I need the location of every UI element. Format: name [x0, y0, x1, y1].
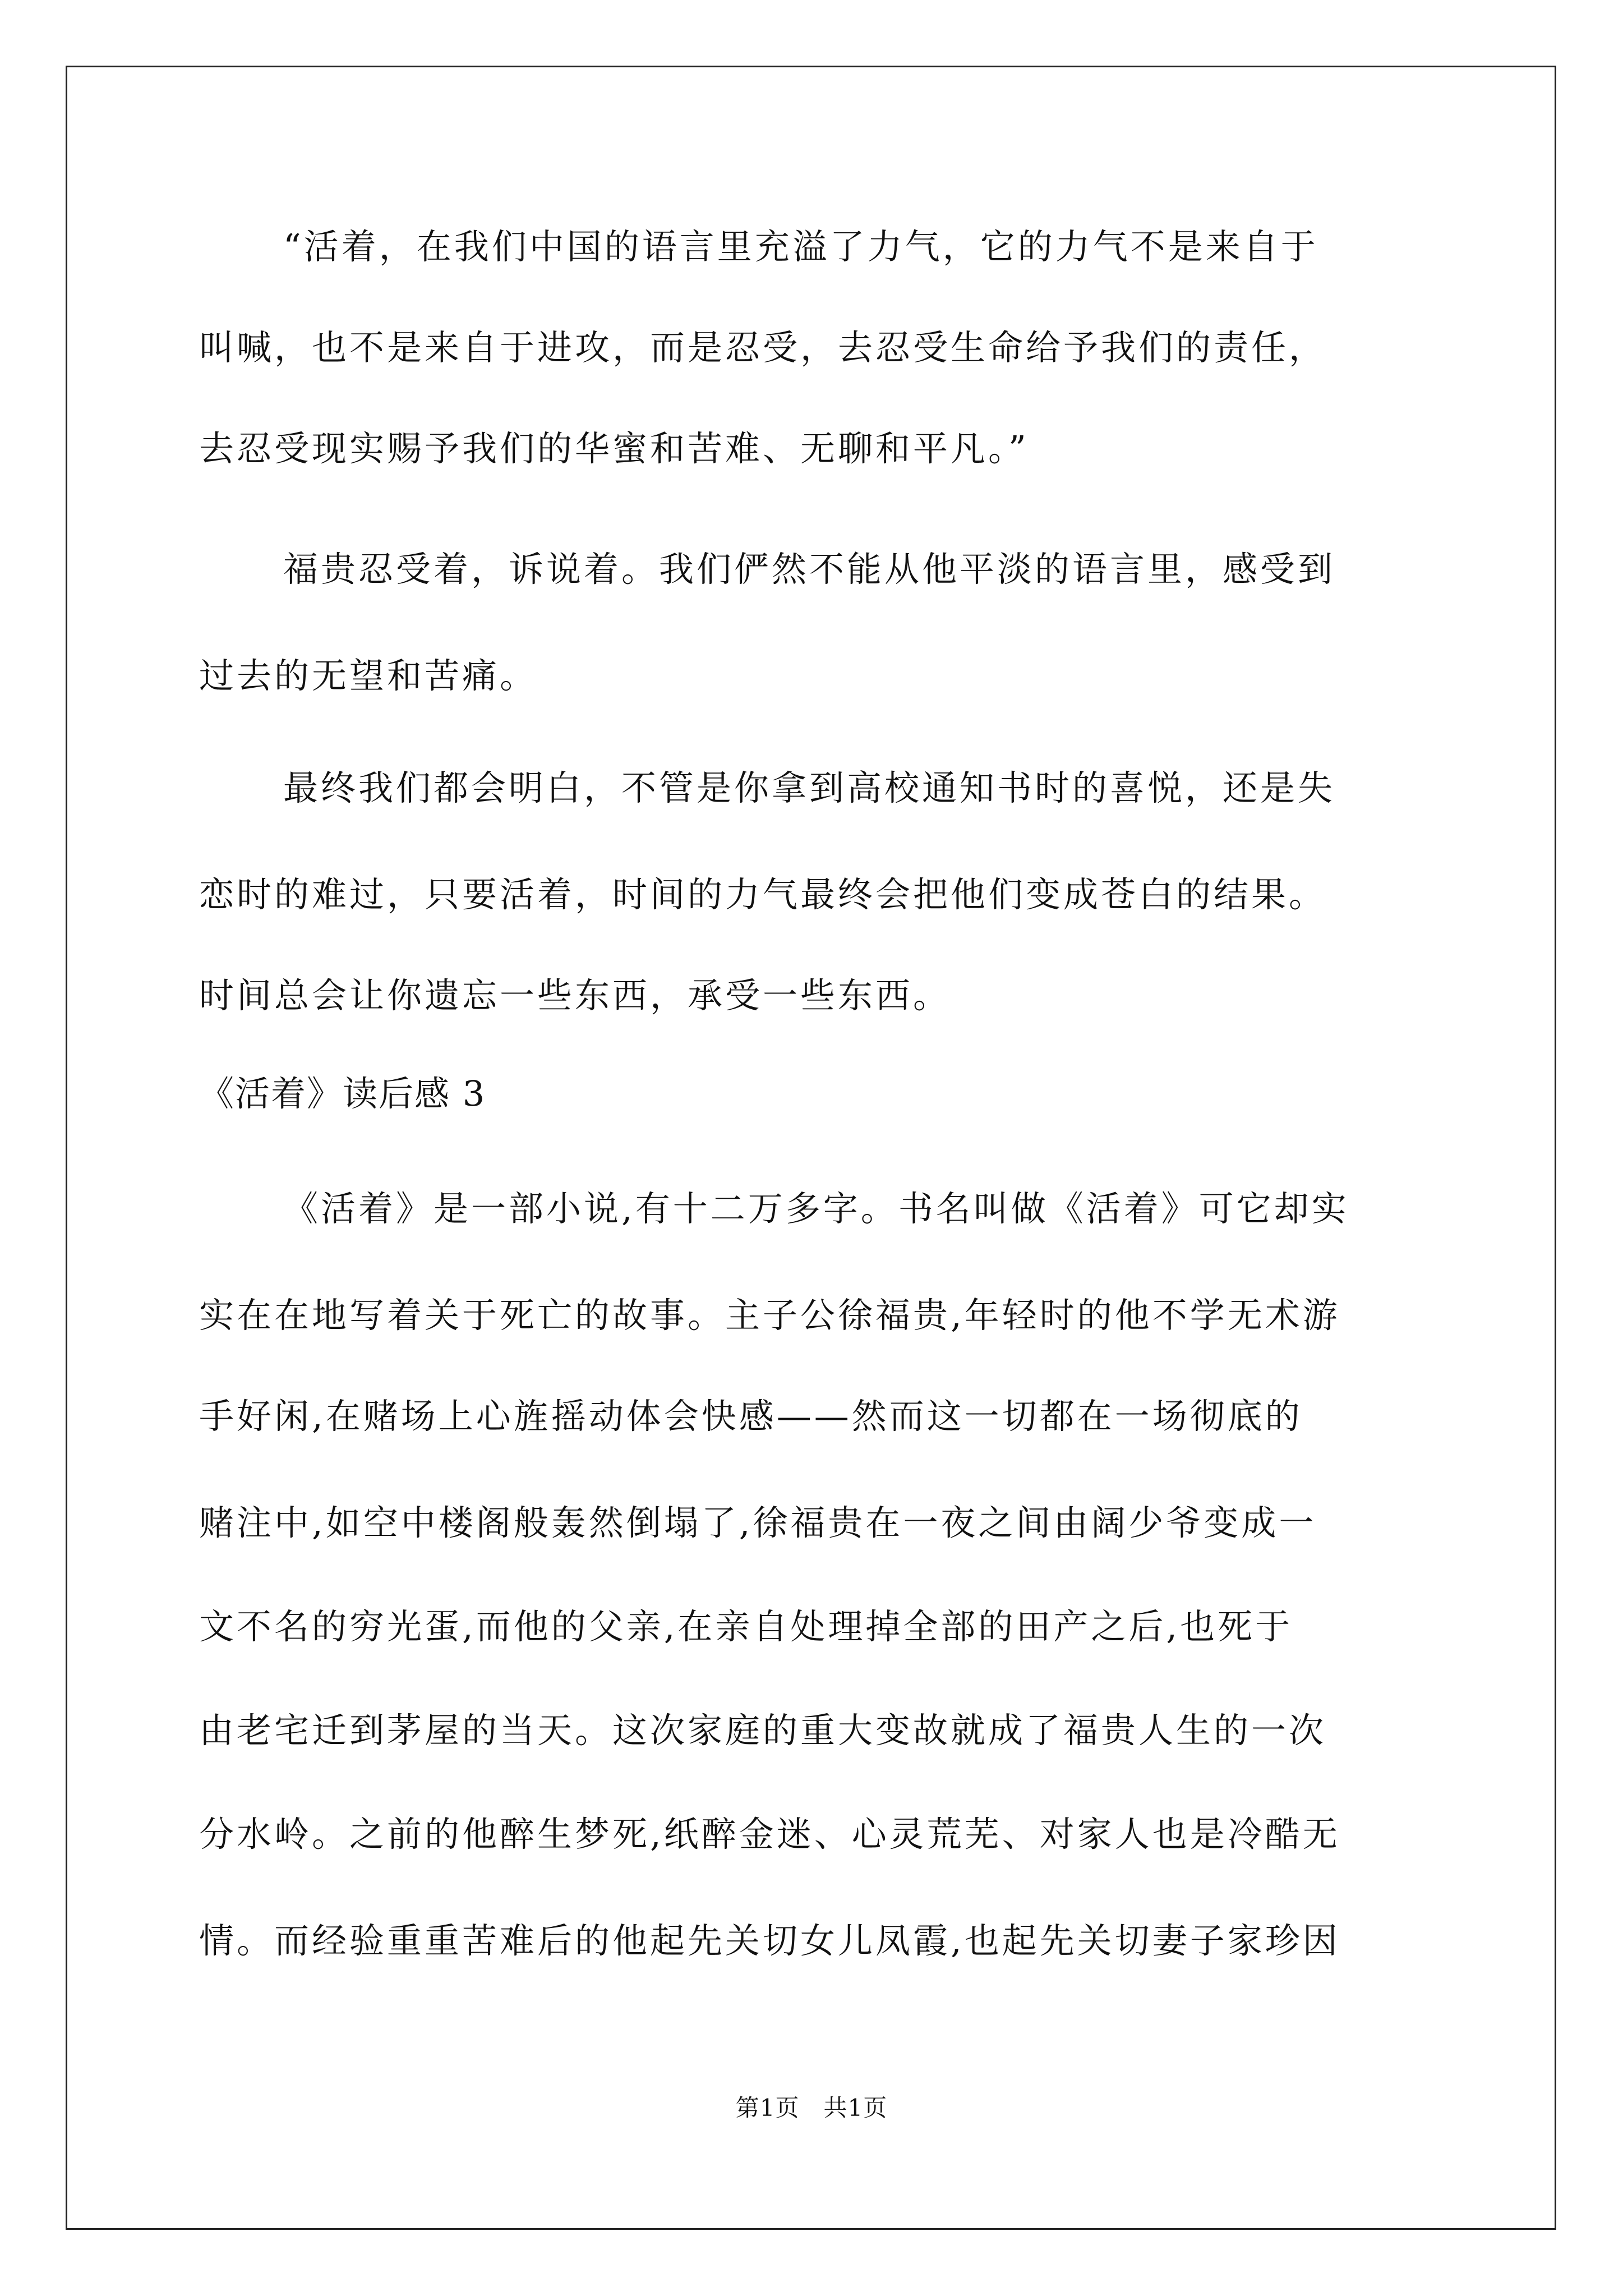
- text-line: 过去的无望和苦痛。: [199, 655, 538, 696]
- text-line: “活着，在我们中国的语言里充溢了力气，它的力气不是来自于: [283, 226, 1318, 267]
- text-line: 手好闲,在赌场上心旌摇动体会快感——然而这一切都在一场彻底的: [199, 1396, 1303, 1437]
- page-footer: 第1页 共1页: [735, 2094, 888, 2122]
- text-line: 最终我们都会明白，不管是你拿到高校通知书时的喜悦，还是失: [283, 767, 1336, 808]
- text-line: 叫喊，也不是来自于进攻，而是忍受，去忍受生命给予我们的责任，: [199, 327, 1327, 368]
- section-heading: 《活着》读后感 3: [199, 1073, 486, 1114]
- text-line: 实在在地写着关于死亡的故事。主子公徐福贵,年轻时的他不学无术游: [199, 1295, 1340, 1336]
- text-line: 情。而经验重重苦难后的他起先关切女儿凤霞,也起先关切妻子家珍因: [199, 1920, 1340, 1961]
- text-line: 《活着》是一部小说,有十二万多字。书名叫做《活着》可它却实: [283, 1188, 1349, 1229]
- text-line: 分水岭。之前的他醉生梦死,纸醉金迷、心灵荒芜、对家人也是冷酷无: [199, 1814, 1340, 1855]
- text-line: 恋时的难过，只要活着，时间的力气最终会把他们变成苍白的结果。: [199, 874, 1327, 915]
- text-line: 赌注中,如空中楼阁般轰然倒塌了,徐福贵在一夜之间由阔少爷变成一: [199, 1502, 1317, 1543]
- page-border: [66, 66, 1556, 2230]
- text-line: 去忍受现实赐予我们的华蜜和苦难、无聊和平凡。”: [199, 428, 1029, 469]
- text-line: 由老宅迁到茅屋的当天。这次家庭的重大变故就成了福贵人生的一次: [199, 1710, 1327, 1751]
- text-line: 文不名的穷光蛋,而他的父亲,在亲自处理掉全部的田产之后,也死于: [199, 1606, 1293, 1647]
- text-line: 时间总会让你遗忘一些东西，承受一些东西。: [199, 975, 951, 1016]
- text-line: 福贵忍受着，诉说着。我们俨然不能从他平淡的语言里，感受到: [283, 549, 1336, 590]
